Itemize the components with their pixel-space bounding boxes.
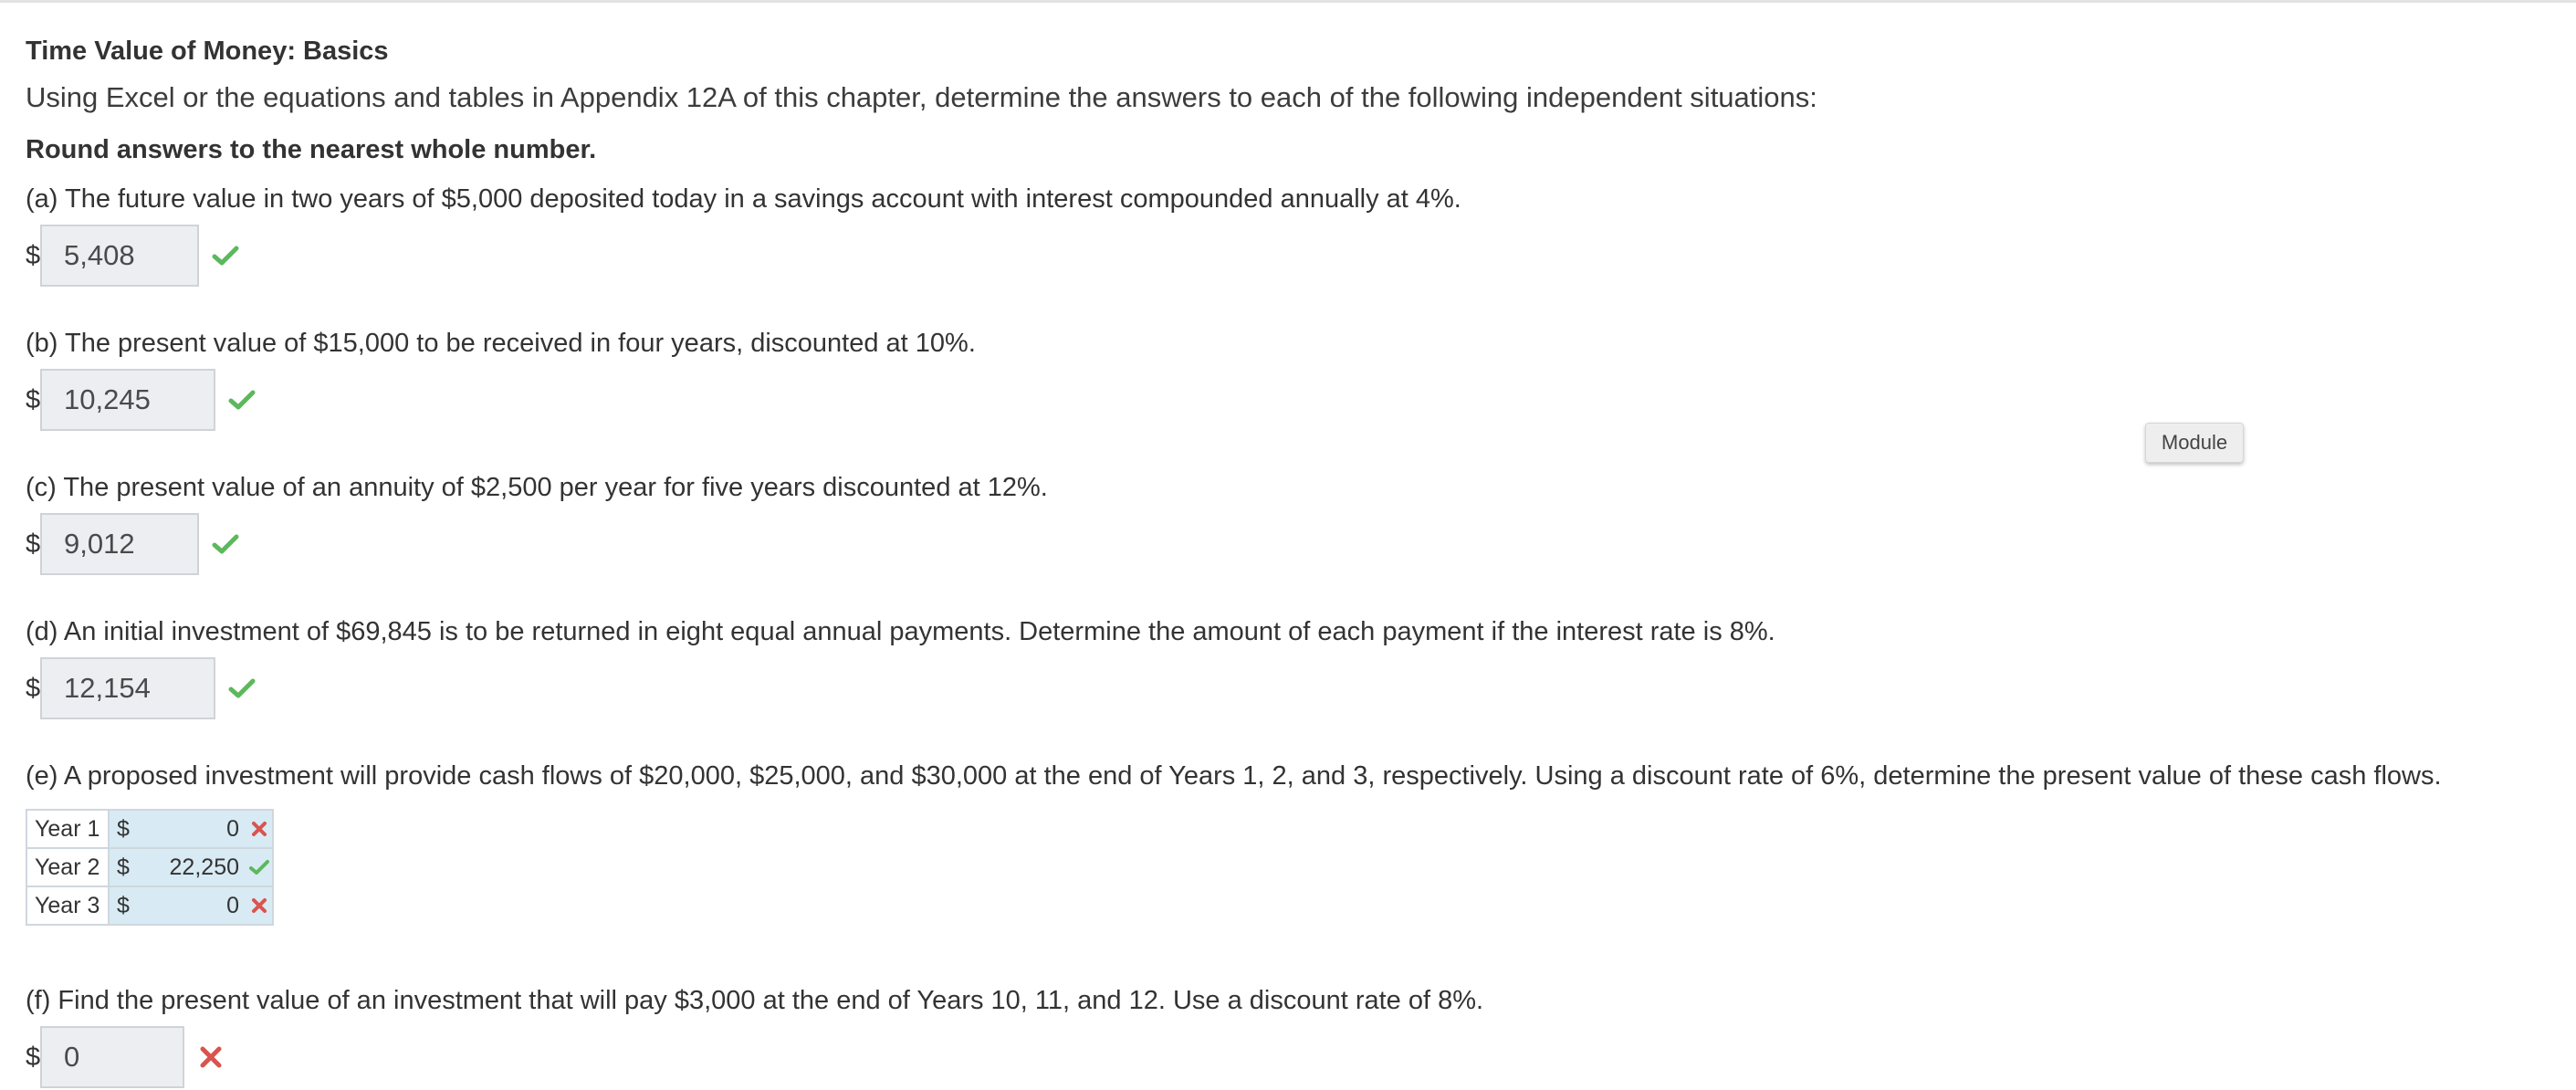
answer-a-input[interactable]: 5,408 (40, 225, 199, 287)
table-row (26, 848, 273, 886)
question-b-text: (b) The present value of $15,000 to be received in four years, discounted at 10%. (26, 329, 976, 358)
problem-content (26, 33, 2545, 1090)
check-icon (246, 859, 272, 875)
cross-icon (246, 897, 272, 914)
currency-symbol: $ (117, 815, 130, 842)
question-d-text: (d) An initial investment of $69,845 is to be returned in eight equal annual payments. Determine the amount of each payment if the interest rate is 8%. (26, 617, 1775, 646)
check-icon (210, 529, 241, 560)
question-a (26, 181, 2545, 288)
year-2-input[interactable]: 22,250 (169, 854, 239, 880)
question-d (26, 613, 2545, 721)
currency-symbol: $ (117, 892, 130, 918)
currency-symbol: $ (26, 1042, 41, 1072)
answer-c-input[interactable]: 9,012 (40, 513, 199, 575)
question-f (26, 982, 2545, 1090)
answer-a-row (26, 223, 2545, 288)
answer-b-input[interactable]: 10,245 (40, 369, 215, 431)
question-b (26, 325, 2545, 433)
question-f-text: (f) Find the present value of an investment that will pay $3,000 at the end of Years 10, 11, and 12. Use a discount rate of 8%. (26, 986, 1484, 1015)
question-c-text: (c) The present value of an annuity of $2,500 per year for five years discounted at 12%. (26, 473, 1048, 502)
answer-d-input[interactable]: 12,154 (40, 657, 215, 719)
year-2-value-cell[interactable] (109, 848, 273, 886)
question-e-text: (e) A proposed investment will provide cash flows of $20,000, $25,000, and $30,000 at the end of Years 1, 2, and 3, respectively. Using a discount rate of 6%, determine the present value of these cash flows. (26, 761, 2442, 791)
year-label: Year 1 (26, 810, 109, 848)
year-3-input[interactable]: 0 (226, 892, 239, 918)
year-3-value-cell[interactable] (109, 886, 273, 925)
answer-f-row (26, 1024, 2545, 1090)
check-icon (226, 673, 257, 704)
answer-c-row (26, 511, 2545, 577)
check-icon (210, 240, 241, 271)
problem-intro: Using Excel or the equations and tables in Appendix 12A of this chapter, determine the answers to each of the following independent situations: (26, 81, 1817, 113)
year-label: Year 3 (26, 886, 109, 925)
year-1-input[interactable]: 0 (226, 815, 239, 842)
year-1-value-cell[interactable] (109, 810, 273, 848)
answer-f-input[interactable]: 0 (40, 1026, 184, 1088)
year-label: Year 2 (26, 848, 109, 886)
question-a-text: (a) The future value in two years of $5,000 deposited today in a savings account with interest compounded annually at 4%. (26, 184, 1461, 214)
top-border (0, 0, 2576, 3)
currency-symbol: $ (26, 384, 41, 414)
currency-symbol: $ (26, 529, 41, 559)
question-c (26, 469, 2545, 577)
check-icon (226, 384, 257, 415)
currency-symbol: $ (26, 240, 41, 270)
table-row (26, 886, 273, 925)
table-row (26, 810, 273, 848)
question-e (26, 758, 2545, 926)
cash-flow-table (26, 809, 274, 926)
currency-symbol: $ (26, 673, 41, 703)
answer-d-row (26, 655, 2545, 721)
problem-title: Time Value of Money: Basics (26, 37, 389, 66)
currency-symbol: $ (117, 854, 130, 880)
rounding-note: Round answers to the nearest whole number. (26, 135, 597, 164)
module-button[interactable]: Module (2145, 423, 2244, 463)
cross-icon (246, 821, 272, 837)
cross-icon (195, 1042, 226, 1073)
